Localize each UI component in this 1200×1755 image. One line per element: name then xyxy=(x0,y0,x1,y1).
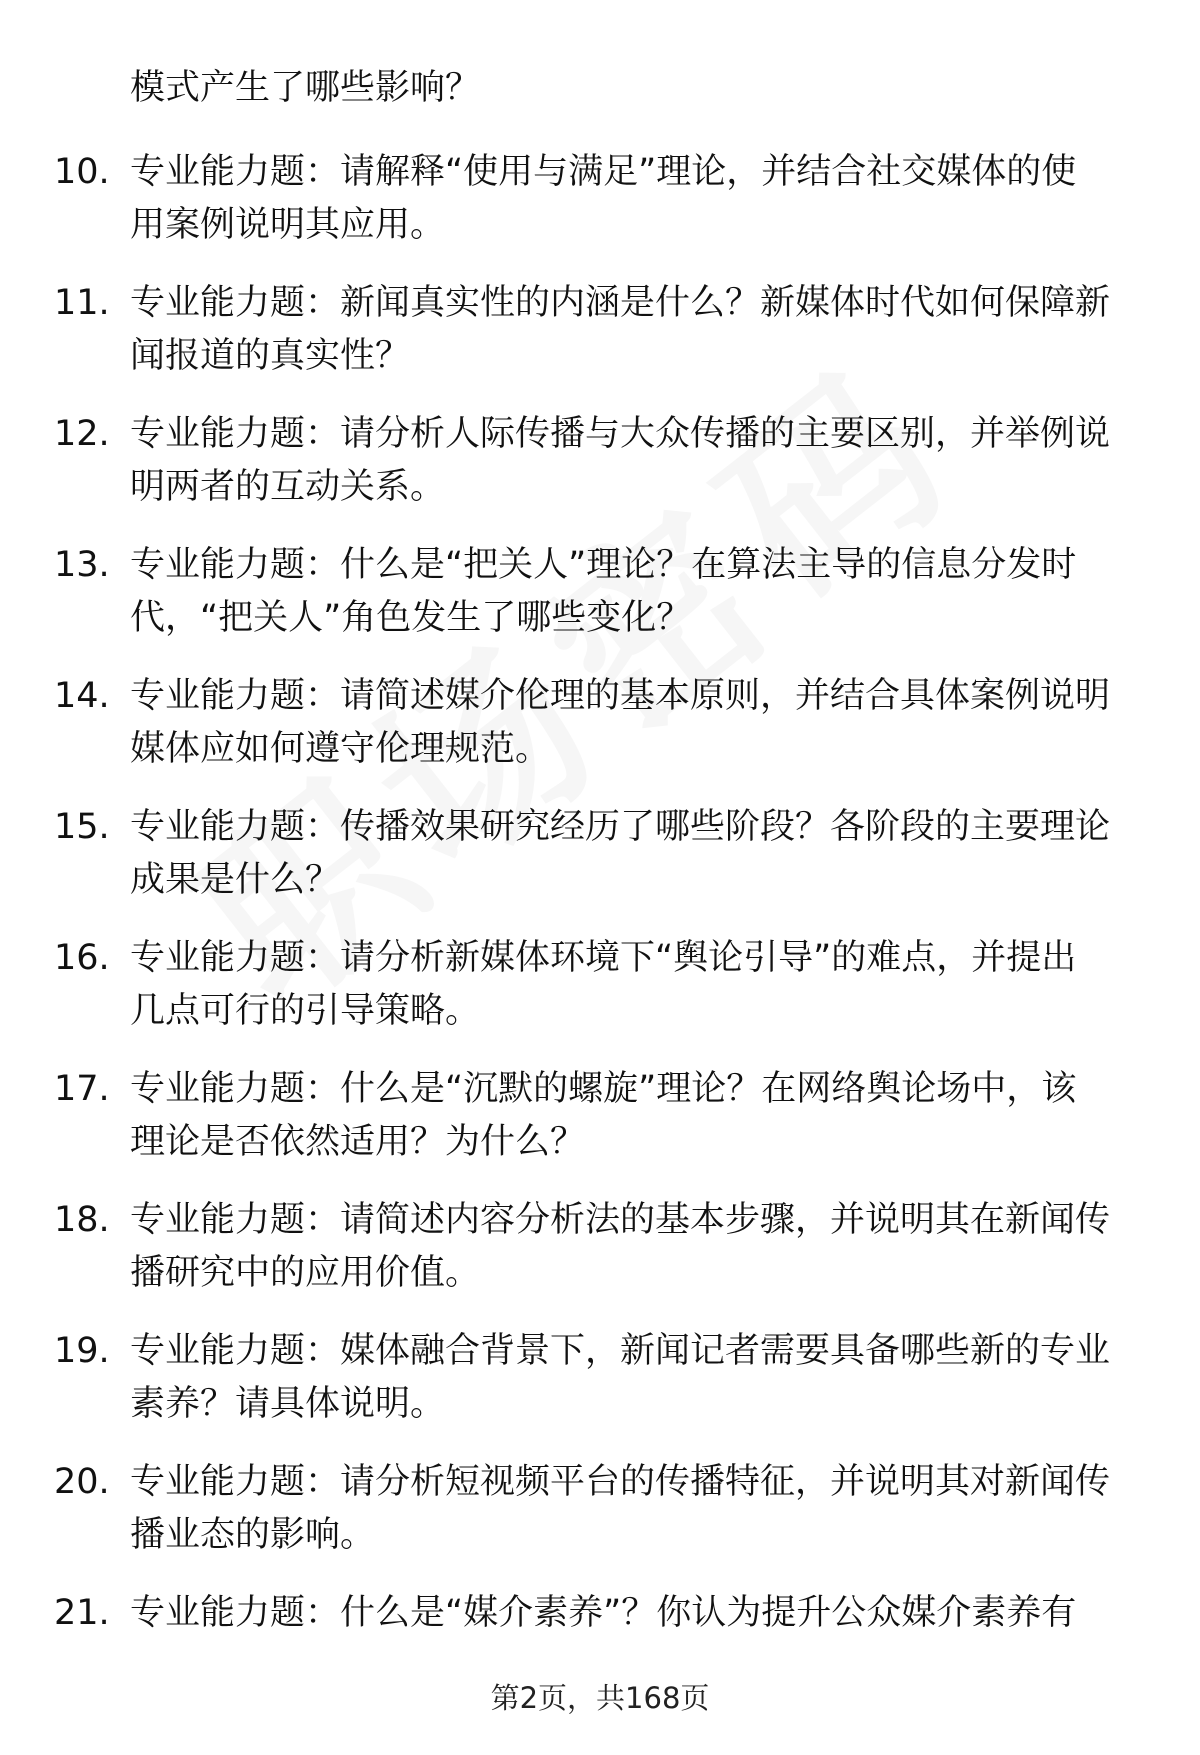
question-text-line-2: 播研究中的应用价值。 xyxy=(130,1253,481,1293)
question-text-line-2: 媒体应如何遵守伦理规范。 xyxy=(130,729,551,769)
question-text-line-2: 播业态的影响。 xyxy=(130,1515,376,1555)
question-text-line-1: 专业能力题：请简述内容分析法的基本步骤，并说明其在新闻传 xyxy=(130,1200,1111,1240)
question-item-11 xyxy=(0,279,1200,410)
question-item-20 xyxy=(0,1458,1200,1589)
question-text-line-1: 专业能力题：什么是“媒介素养”？你认为提升公众媒介素养有 xyxy=(130,1593,1077,1633)
question-number: 14. xyxy=(54,676,110,716)
question-number: 21. xyxy=(54,1593,110,1633)
question-number: 18. xyxy=(54,1200,110,1240)
question-text-line-2: 几点可行的引导策略。 xyxy=(130,991,481,1031)
question-list xyxy=(0,148,1200,1720)
question-text-line-2: 代，“把关人”角色发生了哪些变化？ xyxy=(130,598,692,638)
question-item-19 xyxy=(0,1327,1200,1458)
page-footer: 第2页，共168页 xyxy=(490,1681,710,1715)
question-text-line-1: 专业能力题：新闻真实性的内涵是什么？新媒体时代如何保障新 xyxy=(130,283,1111,323)
question-text-line-1: 专业能力题：什么是“沉默的螺旋”理论？在网络舆论场中，该 xyxy=(130,1069,1077,1109)
question-text-line-2: 用案例说明其应用。 xyxy=(130,205,446,245)
question-text-line-1: 专业能力题：请分析新媒体环境下“舆论引导”的难点，并提出 xyxy=(130,938,1077,978)
question-text-line-1: 专业能力题：传播效果研究经历了哪些阶段？各阶段的主要理论 xyxy=(130,807,1111,847)
question-text-line-2: 明两者的互动关系。 xyxy=(130,467,446,507)
question-item-14 xyxy=(0,672,1200,803)
continued-question-text: 模式产生了哪些影响？ xyxy=(130,68,481,108)
question-text-line-2: 成果是什么？ xyxy=(130,860,341,900)
question-text-line-1: 专业能力题：请分析短视频平台的传播特征，并说明其对新闻传 xyxy=(130,1462,1111,1502)
question-item-12 xyxy=(0,410,1200,541)
question-text-line-2: 闻报道的真实性？ xyxy=(130,336,411,376)
question-number: 12. xyxy=(54,414,110,454)
question-number: 15. xyxy=(54,807,110,847)
question-text-line-1: 专业能力题：请简述媒介伦理的基本原则，并结合具体案例说明 xyxy=(130,676,1111,716)
question-number: 11. xyxy=(54,283,110,323)
question-item-15 xyxy=(0,803,1200,934)
question-text-line-2: 理论是否依然适用？为什么？ xyxy=(130,1122,586,1162)
question-text-line-1: 专业能力题：请分析人际传播与大众传播的主要区别，并举例说 xyxy=(130,414,1111,454)
question-number: 19. xyxy=(54,1331,110,1371)
question-number: 10. xyxy=(54,152,110,192)
question-number: 13. xyxy=(54,545,110,585)
question-text-line-1: 专业能力题：媒体融合背景下，新闻记者需要具备哪些新的专业 xyxy=(130,1331,1111,1371)
question-item-16 xyxy=(0,934,1200,1065)
question-item-17 xyxy=(0,1065,1200,1196)
question-text-line-1: 专业能力题：什么是“把关人”理论？在算法主导的信息分发时 xyxy=(130,545,1077,585)
question-number: 20. xyxy=(54,1462,110,1502)
question-item-10 xyxy=(0,148,1200,279)
question-item-13 xyxy=(0,541,1200,672)
question-text-line-1: 专业能力题：请解释“使用与满足”理论，并结合社交媒体的使 xyxy=(130,152,1077,192)
question-item-18 xyxy=(0,1196,1200,1327)
question-number: 16. xyxy=(54,938,110,978)
question-number: 17. xyxy=(54,1069,110,1109)
question-text-line-2: 素养？请具体说明。 xyxy=(130,1384,446,1424)
